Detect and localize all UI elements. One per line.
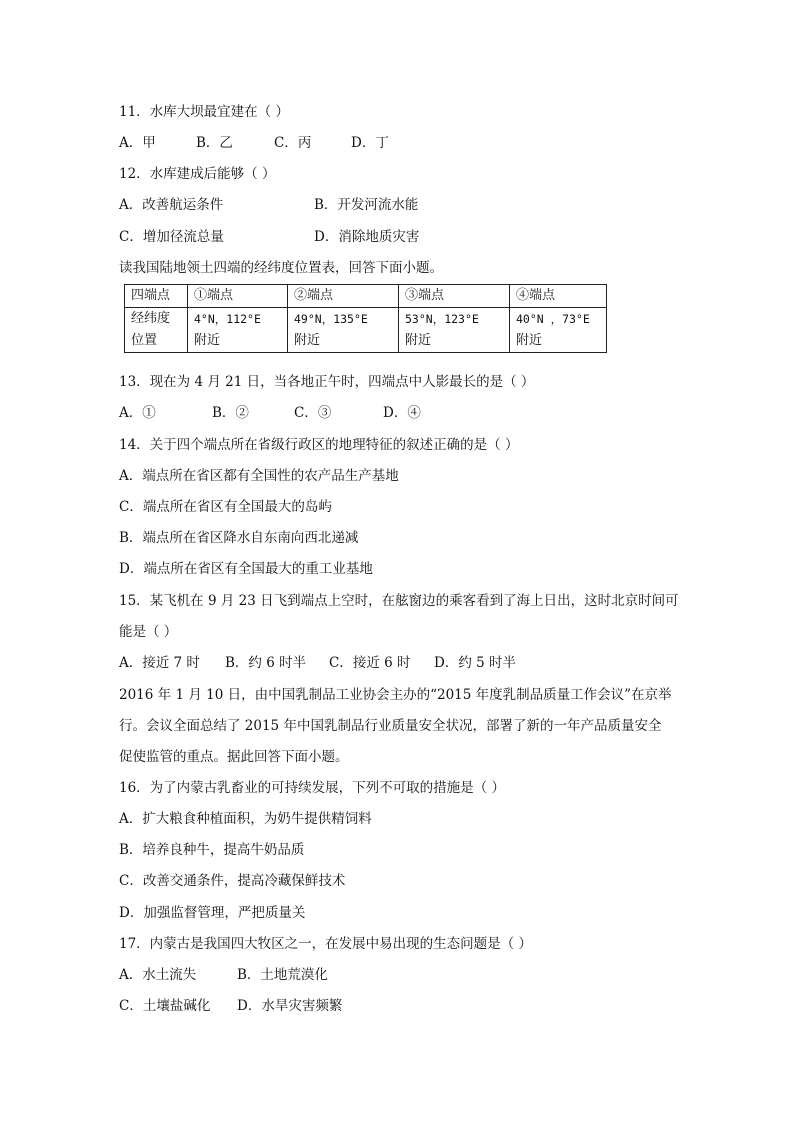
q15-option-c[interactable]: C．接近 6 时 — [329, 655, 411, 671]
q12-option-c[interactable]: C．增加径流总量 — [119, 229, 224, 245]
q17-options-row2 — [119, 996, 679, 1016]
q11-option-b[interactable]: B．乙 — [196, 135, 233, 151]
q17-options-row1 — [119, 965, 679, 985]
q17-option-b[interactable]: B．土地荒漠化 — [237, 967, 328, 983]
q14-option-b[interactable]: B．端点所在省区降水自东南向西北递减 — [119, 530, 359, 546]
q14-option-c[interactable]: C．端点所在省区有全国最大的岛屿 — [119, 499, 332, 515]
q17-option-a[interactable]: A．水土流失 — [119, 967, 197, 983]
coord-2: 49°N，135°E — [294, 312, 368, 326]
table-cell — [288, 308, 399, 353]
near-4: 附近 — [516, 333, 543, 348]
intro-dairy-line2: 行。会议全面总结了 2015 年中国乳制品行业质量安全状况，部署了新的一年产品质量安全 — [119, 718, 662, 734]
q13-option-b[interactable]: B．② — [212, 405, 249, 421]
q13-stem: 13．现在为 4 月 21 日，当各地正午时，四端点中人影最长的是（ ） — [119, 374, 535, 390]
table-header-cell: ④端点 — [510, 285, 607, 308]
row-label-line1: 经纬度 — [131, 311, 171, 326]
coord-1: 4°N，112°E — [194, 312, 261, 326]
q16-option-c[interactable]: C．改善交通条件，提高冷藏保鲜技术 — [119, 873, 346, 889]
q11-option-a[interactable]: A．甲 — [119, 135, 156, 151]
table-cell — [188, 308, 288, 353]
q17-option-c[interactable]: C．土壤盐碱化 — [119, 998, 211, 1014]
q17-option-d[interactable]: D．水旱灾害频繁 — [237, 998, 343, 1014]
table-header-cell: ①端点 — [188, 285, 288, 308]
q14-option-a[interactable]: A．端点所在省区都有全国性的农产品生产基地 — [119, 468, 399, 484]
q17-stem: 17．内蒙古是我国四大牧区之一，在发展中易出现的生态问题是（ ） — [119, 936, 532, 952]
q12-option-b[interactable]: B．开发河流水能 — [314, 197, 419, 213]
table-header-row — [125, 285, 607, 308]
endpoint-coordinates-table — [124, 284, 607, 353]
table-header-cell: 四端点 — [125, 285, 188, 308]
q15-stem-line2: 能是（ ） — [119, 624, 178, 640]
row-label-line2: 位置 — [131, 333, 158, 348]
q13-option-d[interactable]: D．④ — [383, 405, 421, 421]
q16-option-d[interactable]: D．加强监督管理，严把质量关 — [119, 905, 306, 921]
table-row-label — [125, 308, 188, 353]
q12-options-row1 — [119, 195, 679, 215]
table-header-cell: ③端点 — [399, 285, 510, 308]
coord-3: 53°N，123°E — [405, 312, 479, 326]
near-1: 附近 — [194, 333, 221, 348]
q15-option-b[interactable]: B．约 6 时半 — [225, 655, 307, 671]
intro-dairy-line3: 促使监管的重点。据此回答下面小题。 — [119, 749, 349, 765]
q15-stem-line1: 15．某飞机在 9 月 23 日飞到端点上空时，在舷窗边的乘客看到了海上日出，这时北京时间可 — [119, 593, 679, 609]
table-row — [125, 308, 607, 353]
q12-stem: 12．水库建成后能够（ ） — [119, 166, 276, 182]
q16-stem: 16．为了内蒙古乳畜业的可持续发展，下列不可取的措施是（ ） — [119, 780, 505, 796]
near-2: 附近 — [294, 333, 321, 348]
intro-table-reading: 读我国陆地领土四端的经纬度位置表，回答下面小题。 — [119, 260, 443, 276]
q13-option-a[interactable]: A．① — [119, 405, 156, 421]
table-cell — [510, 308, 607, 353]
q11-stem: 11．水库大坝最宜建在（ ） — [119, 104, 289, 120]
q14-stem: 14．关于四个端点所在省级行政区的地理特征的叙述正确的是（ ） — [119, 437, 519, 453]
q11-options — [119, 133, 679, 153]
intro-dairy-line1: 2016 年 1 月 10 日，由中国乳制品工业协会主办的“2015 年度乳制品质量工作会议”在京举 — [119, 687, 672, 703]
q15-option-d[interactable]: D．约 5 时半 — [434, 655, 516, 671]
q13-options — [119, 403, 679, 423]
q15-option-a[interactable]: A．接近 7 时 — [119, 655, 200, 671]
q15-options — [119, 653, 679, 673]
q16-option-b[interactable]: B．培养良种牛，提高牛奶品质 — [119, 842, 305, 858]
table-header-cell: ②端点 — [288, 285, 399, 308]
q12-option-a[interactable]: A．改善航运条件 — [119, 197, 224, 213]
q11-option-c[interactable]: C．丙 — [274, 135, 312, 151]
near-3: 附近 — [405, 333, 432, 348]
table-cell — [399, 308, 510, 353]
q16-option-a[interactable]: A．扩大粮食种植面积，为奶牛提供精饲料 — [119, 811, 372, 827]
q11-option-d[interactable]: D．丁 — [351, 135, 389, 151]
q13-option-c[interactable]: C．③ — [294, 405, 332, 421]
q12-option-d[interactable]: D．消除地质灾害 — [314, 229, 420, 245]
q14-option-d[interactable]: D．端点所在省区有全国最大的重工业基地 — [119, 561, 373, 577]
coord-4: 40°N ，73°E — [516, 312, 590, 326]
q12-options-row2 — [119, 227, 679, 247]
